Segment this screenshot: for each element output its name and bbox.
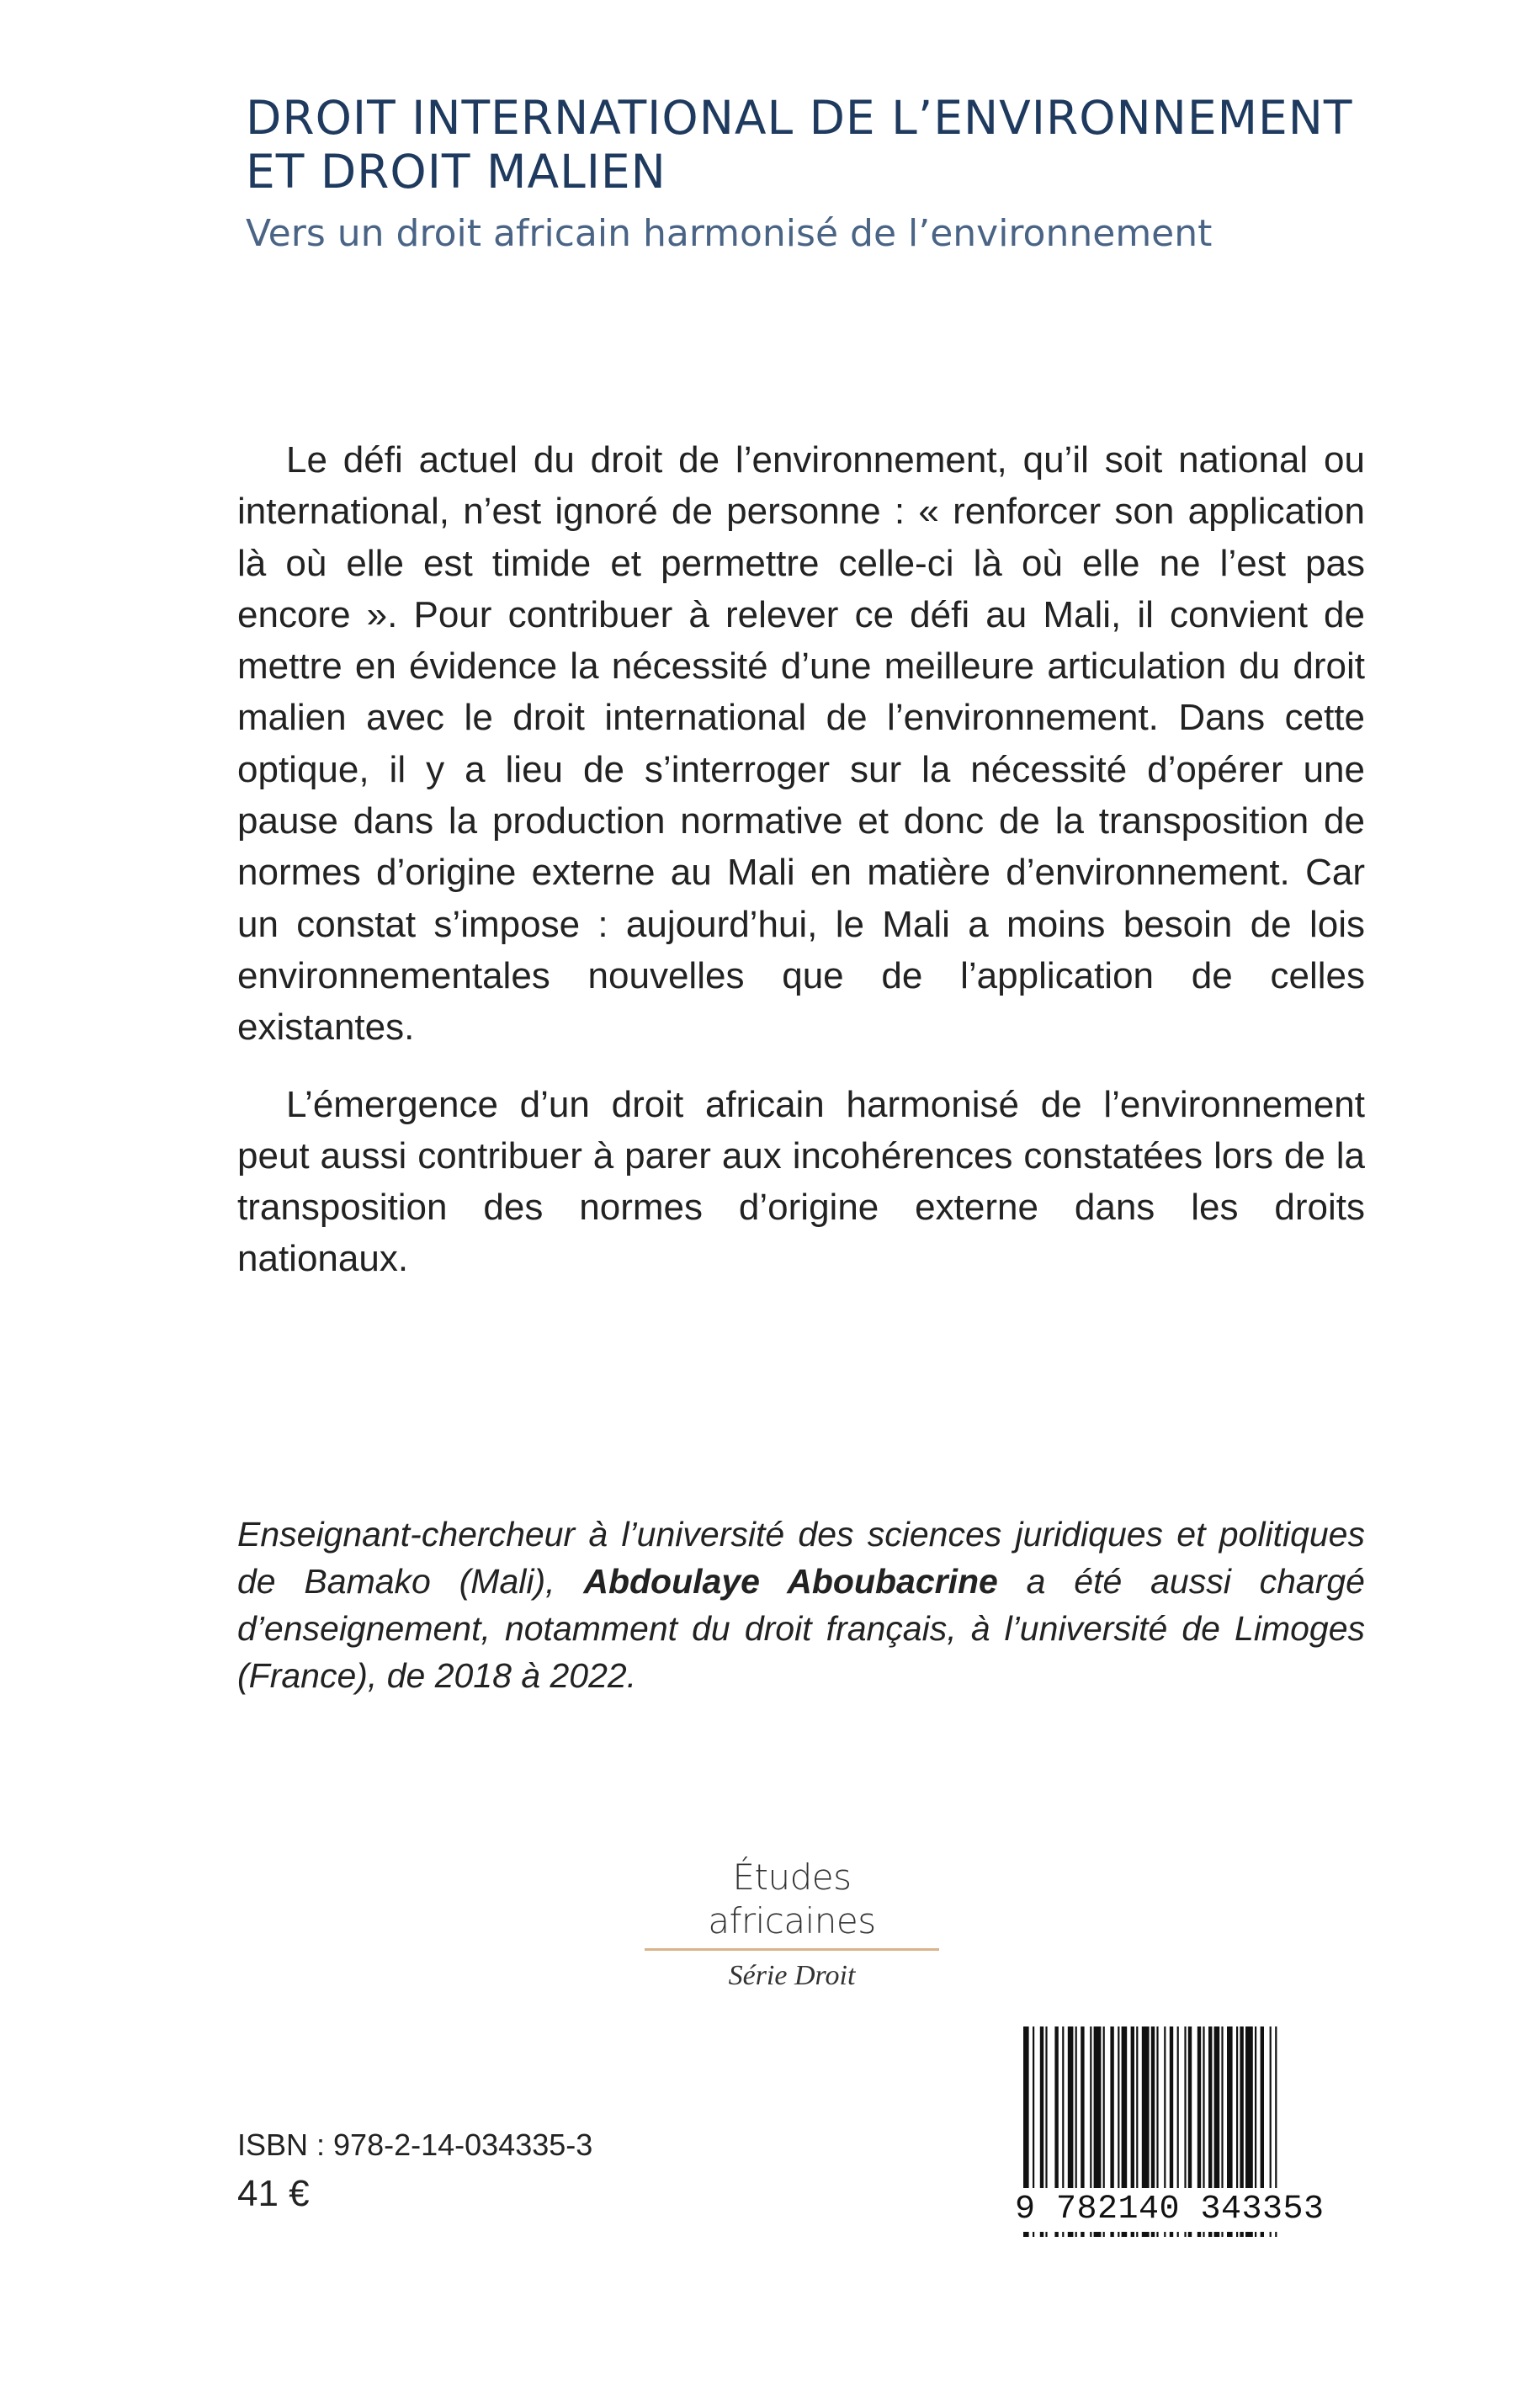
price: 41 €	[237, 2173, 310, 2214]
series-name: Études africaines	[708, 1856, 876, 1941]
series-subseries: Série Droit	[728, 1960, 856, 1991]
title-block	[246, 91, 1424, 258]
summary-text	[237, 434, 1365, 1285]
summary-paragraph-1: Le défi actuel du droit de l’environnement, qu’il soit national ou international, n’est ignoré de personne : « renforcer son application là où elle est timide et permettre celle-ci là où elle ne l’est pas encore ». Pour contribuer à relever ce défi au Mali, il convient de mettre en évidence la nécessité d’une meilleure articulation du droit malien avec le droit international de l’environnement. Dans cette optique, il y a lieu de s’interroger sur la nécessité d’opérer une pause dans la production normative et donc de la transposition de normes d’origine externe au Mali en matière d’environnement. Car un constat s’impose : aujourd’hui, le Mali a moins besoin de lois environnementales nouvelles que de l’application de celles existantes.	[237, 439, 1365, 1049]
barcode-digits: 9 782140 343353	[1015, 2188, 1368, 2232]
series-logo	[645, 1856, 939, 1995]
summary-paragraph-2: L’émergence d’un droit africain harmonisé de l’environnement peut aussi contribuer à parer aux incohérences constatées lors de la transposition des normes d’origine externe dans les droits nationaux.	[237, 1083, 1365, 1280]
book-subtitle: Vers un droit africain harmonisé de l’environnement	[246, 212, 1213, 255]
series-divider	[645, 1948, 939, 1951]
book-title-line-1: DROIT INTERNATIONAL DE L’ENVIRONNEMENT	[246, 91, 1353, 145]
bio-text-after: a été aussi chargé d’enseignement, notamment du droit français, à l’université de Limoges (France), de 2018 à 2022.	[237, 1562, 1365, 1695]
book-title-line-2: ET DROIT MALIEN	[246, 145, 666, 199]
bio-text-before: Enseignant-chercheur à l’université des sciences juridiques et politiques de Bamako (Mali),	[237, 1515, 1365, 1601]
author-name: Abdoulaye Aboubacrine	[583, 1562, 998, 1601]
author-bio	[237, 1511, 1365, 1699]
isbn: ISBN : 978-2-14-034335-3	[237, 2127, 593, 2162]
